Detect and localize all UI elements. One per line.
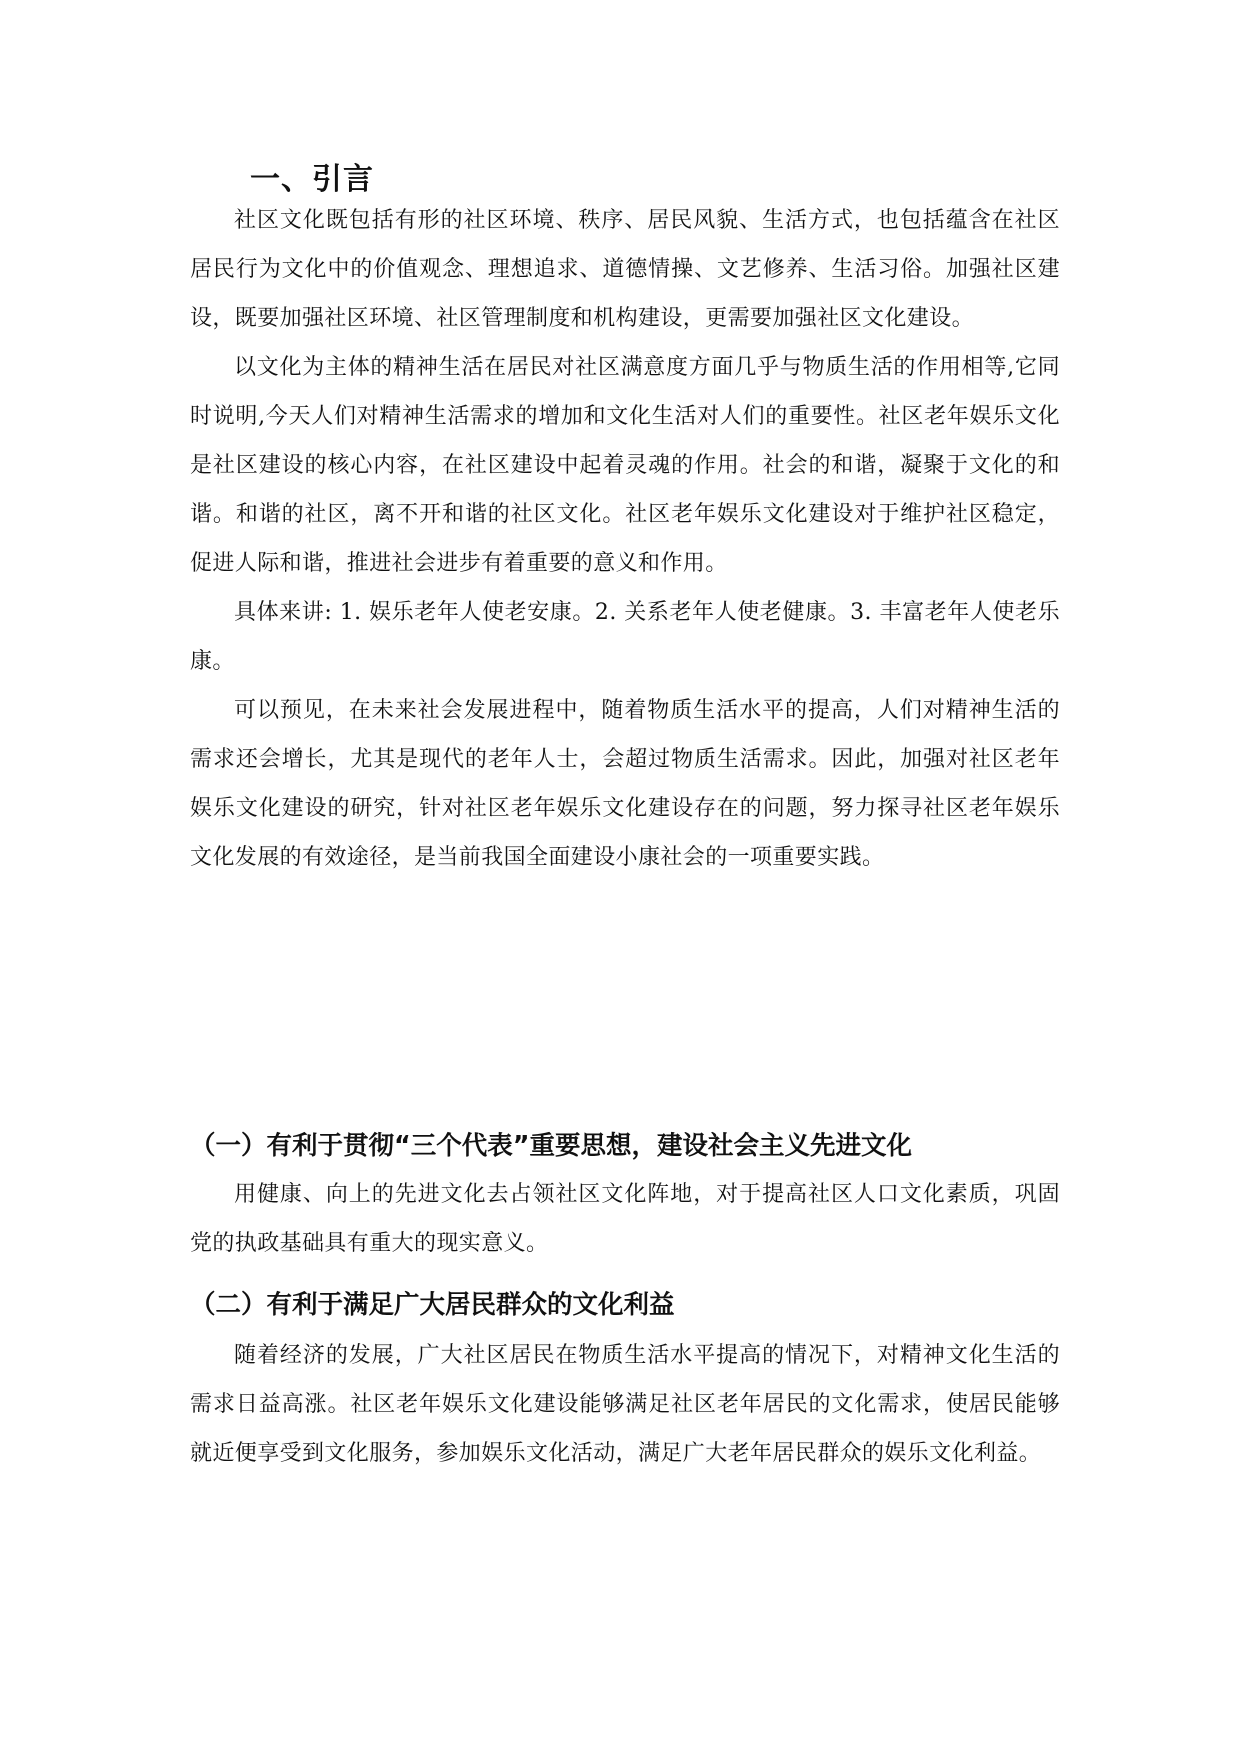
- intro-paragraph-4: 可以预见，在未来社会发展进程中，随着物质生活水平的提高，人们对精神生活的需求还会增长，尤其是现代的老年人士，会超过物质生活需求。因此，加强对社区老年娱乐文化建设的研究，针对社区老年娱乐文化建设存在的问题，努力探寻社区老年娱乐文化发展的有效途径，是当前我国全面建设小康社会的一项重要实践。: [190, 698, 1060, 870]
- subsection-1-paragraph: 用健康、向上的先进文化去占领社区文化阵地，对于提高社区人口文化素质，巩固党的执政基础具有重大的现实意义。: [190, 1182, 1060, 1256]
- subsection-heading-1: （一）有利于贯彻“三个代表”重要思想，建设社会主义先进文化: [190, 1131, 913, 1161]
- intro-paragraph-2: 以文化为主体的精神生活在居民对社区满意度方面几乎与物质生活的作用相等,它同时说明,今天人们对精神生活需求的增加和文化生活对人们的重要性。社区老年娱乐文化是社区建设的核心内容，在社区建设中起着灵魂的作用。社会的和谐，凝聚于文化的和谐。和谐的社区，离不开和谐的社区文化。社区老年娱乐文化建设对于维护社区稳定，促进人际和谐，推进社会进步有着重要的意义和作用。: [190, 355, 1060, 576]
- intro-body: [190, 196, 1060, 882]
- subsection-heading-2: （二）有利于满足广大居民群众的文化利益: [190, 1290, 675, 1320]
- subsection-1-body: [190, 1170, 1060, 1268]
- intro-paragraph-1: 社区文化既包括有形的社区环境、秩序、居民风貌、生活方式，也包括蕴含在社区居民行为文化中的价值观念、理想追求、道德情操、文艺修养、生活习俗。加强社区建设，既要加强社区环境、社区管理制度和机构建设，更需要加强社区文化建设。: [190, 208, 1060, 331]
- intro-paragraph-3: 具体来讲: 1. 娱乐老年人使老安康。2. 关系老年人使老健康。3. 丰富老年人使老乐康。: [190, 600, 1060, 674]
- section-heading-intro: 一、引言: [250, 162, 374, 197]
- subsection-2-body: [190, 1331, 1060, 1478]
- subsection-2-paragraph: 随着经济的发展，广大社区居民在物质生活水平提高的情况下，对精神文化生活的需求日益高涨。社区老年娱乐文化建设能够满足社区老年居民的文化需求，使居民能够就近便享受到文化服务，参加娱乐文化活动，满足广大老年居民群众的娱乐文化利益。: [190, 1343, 1060, 1466]
